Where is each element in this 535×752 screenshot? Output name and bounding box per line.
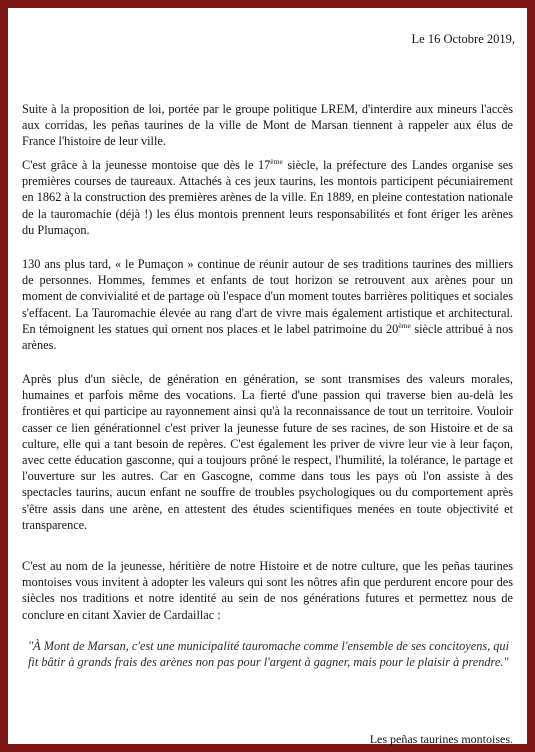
paragraph-intro: Suite à la proposition de loi, portée par le groupe politique LREM, d'interdire aux mineurs l'accès aux corridas, les peñas taurines de la ville de Mont de Marsan tiennent à rappeler aux élus de France l'histoire de leur ville. [22,102,513,149]
letter-border [4,4,531,748]
paragraph-history-text-b: siècle, la préfecture des Landes organise ses premières courses de taureaux. Attachés à ces jeux taurins, les montois participent pécuniairement en 1862 à la construction des premières arènes de la ville. En 1889, en pleine contestation nationale de la tauromachie (déjà !) les élus montois prennent leurs responsabilités et font ériger les arènes du Plumaçon. [22,158,513,237]
paragraph-history [22,157,513,238]
paragraph-plumacon [22,256,513,353]
paragraph-plumacon-text-b: siècle attribué à nos arènes. [22,321,513,353]
letter-page [8,8,527,744]
signature: Les peñas taurines montoises. [369,732,513,746]
paragraph-history-text-a: C'est grâce à la jeunesse montoise que dès le 17 [22,158,271,172]
ordinal-suffix: ème [270,156,283,166]
letter-date: Le 16 Octobre 2019, [411,32,515,46]
paragraph-plumacon-text-a: 130 ans plus tard, « le Pumaçon » continue de réunir autour de ses traditions taurines des milliers de personnes. Hommes, femmes et enfants de tout horizon se retrouvent aux arènes pour un moment de convivialité et de partage où l'espace d'un moment toutes barrières politiques et sociales s'effacent. La Tauromachie élevée au rang d'art de vivre mais également artistique et architectural. En témoignent les statues qui ornent nos places et le label patrimoine du 20 [22,257,513,336]
citation-quote: "À Mont de Marsan, c'est une municipalité tauromache comme l'ensemble de ses concitoyens, qui fit bâtir à grands frais des arènes non pas pour l'argent à gagner, mais pour le plaisir à prendre." [28,639,509,670]
paragraph-values: Après plus d'un siècle, de génération en génération, se sont transmises des valeurs morales, humaines et parfois même des vocations. La fierté d'une passion qui traverse bien au-delà les frontières et qui participe au rayonnement ainsi qu'à la reconnaissance de tout un territoire. Vouloir casser ce lien générationnel c'est priver la jeunesse future de ses racines, de son Histoire et de sa culture, elle qui a tant besoin de repères. C'est également les priver de vivre leur vie à leur façon, avec cette éducation gasconne, qui a toujours prôné le respect, l'humilité, la tolérance, le partage et l'ouverture sur les autres. Car en Gascogne, comme dans tous les pays où l'on assiste à des spectacles taurins, aucun enfant ne souffre de troubles psychologiques ou du comportement après s'être assis dans une arène, en attestent des études scientifiques menées en toute objectivité et transparence. [22,372,513,532]
ordinal-suffix: ème [398,320,411,330]
paragraph-conclusion: C'est au nom de la jeunesse, héritière de notre Histoire et de notre culture, que les peñas taurines montoises vous invitent à adopter les valeurs qui sont les nôtres afin que perdurent encore pour des siècles nos traditions et notre identité au sein de nos générations futures et permettez nous de conclure en citant Xavier de Cardaillac : [22,559,513,622]
